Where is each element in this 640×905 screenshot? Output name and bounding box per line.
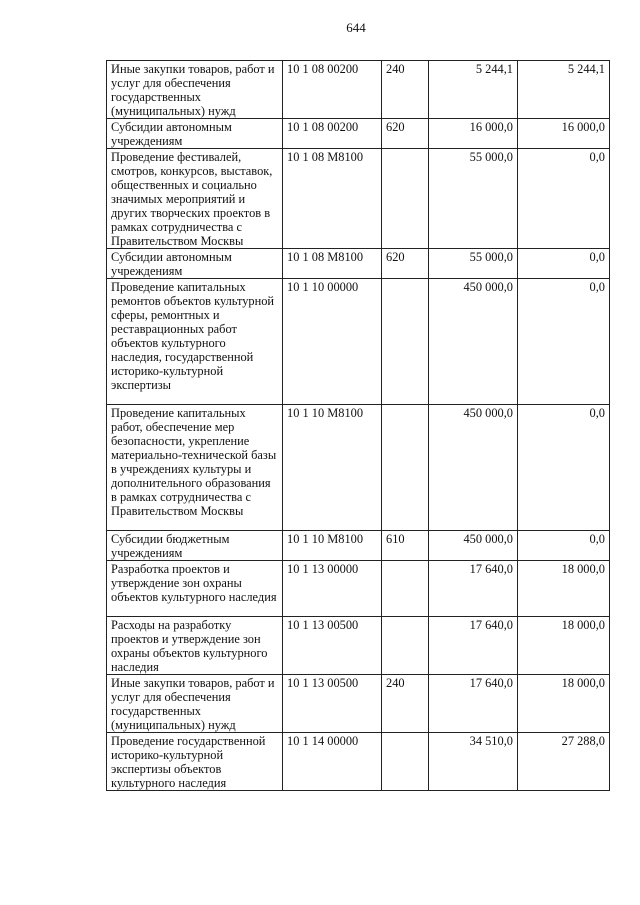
target-article-code-cell: 10 1 13 00000 [283,561,382,617]
expense-name-cell: Разработка проектов и утверждение зон охраны объектов культурного наследия [107,561,283,617]
target-article-code-cell: 10 1 10 М8100 [283,531,382,561]
expense-type-code-cell: 620 [382,249,429,279]
amount-year-2-cell: 18 000,0 [518,675,610,733]
expense-type-code-cell: 620 [382,119,429,149]
table-row [107,61,610,119]
expense-name-cell: Субсидии автономным учреждениям [107,249,283,279]
amount-year-2-cell: 18 000,0 [518,617,610,675]
expense-name-cell: Проведение капитальных работ, обеспечение мер безопасности, укрепление материально-технической базы в учреждениях культуры и дополнительного образования в рамках сотрудничества с Правительством Москвы [107,405,283,531]
target-article-code-cell: 10 1 08 М8100 [283,149,382,249]
expense-type-code-cell [382,405,429,531]
amount-year-2-cell: 0,0 [518,405,610,531]
amount-year-2-cell: 5 244,1 [518,61,610,119]
table-row [107,149,610,249]
expense-name-cell: Субсидии автономным учреждениям [107,119,283,149]
expense-name-cell: Субсидии бюджетным учреждениям [107,531,283,561]
target-article-code-cell: 10 1 08 00200 [283,61,382,119]
table-row [107,733,610,791]
table-row [107,531,610,561]
amount-year-2-cell: 27 288,0 [518,733,610,791]
expense-name-cell: Иные закупки товаров, работ и услуг для обеспечения государственных (муниципальных) нужд [107,61,283,119]
table-row [107,119,610,149]
table-row [107,675,610,733]
budget-table-body [107,61,610,791]
expense-name-cell: Проведение капитальных ремонтов объектов культурной сферы, ремонтных и реставрационных работ объектов культурного наследия, государственной историко-культурной экспертизы [107,279,283,405]
expense-type-code-cell [382,617,429,675]
target-article-code-cell: 10 1 13 00500 [283,617,382,675]
amount-year-1-cell: 55 000,0 [429,249,518,279]
amount-year-1-cell: 16 000,0 [429,119,518,149]
target-article-code-cell: 10 1 10 00000 [283,279,382,405]
table-row [107,405,610,531]
amount-year-1-cell: 17 640,0 [429,561,518,617]
expense-type-code-cell: 240 [382,675,429,733]
amount-year-1-cell: 450 000,0 [429,531,518,561]
amount-year-1-cell: 17 640,0 [429,675,518,733]
target-article-code-cell: 10 1 08 М8100 [283,249,382,279]
expense-name-cell: Проведение государственной историко-культурной экспертизы объектов культурного наследия [107,733,283,791]
page-number: 644 [346,20,366,35]
expense-type-code-cell: 240 [382,61,429,119]
amount-year-1-cell: 17 640,0 [429,617,518,675]
target-article-code-cell: 10 1 14 00000 [283,733,382,791]
target-article-code-cell: 10 1 13 00500 [283,675,382,733]
amount-year-1-cell: 34 510,0 [429,733,518,791]
amount-year-2-cell: 18 000,0 [518,561,610,617]
amount-year-2-cell: 0,0 [518,249,610,279]
expense-type-code-cell [382,279,429,405]
expense-name-cell: Расходы на разработку проектов и утверждение зон охраны объектов культурного наследия [107,617,283,675]
expense-type-code-cell [382,733,429,791]
target-article-code-cell: 10 1 08 00200 [283,119,382,149]
expense-type-code-cell [382,561,429,617]
target-article-code-cell: 10 1 10 М8100 [283,405,382,531]
table-row [107,249,610,279]
expense-name-cell: Проведение фестивалей, смотров, конкурсов, выставок, общественных и социально значимых мероприятий и других творческих проектов в рамках сотрудничества с Правительством Москвы [107,149,283,249]
amount-year-2-cell: 0,0 [518,531,610,561]
amount-year-1-cell: 450 000,0 [429,405,518,531]
amount-year-2-cell: 0,0 [518,279,610,405]
budget-table [106,60,610,791]
expense-type-code-cell: 610 [382,531,429,561]
expense-name-cell: Иные закупки товаров, работ и услуг для обеспечения государственных (муниципальных) нужд [107,675,283,733]
table-row [107,279,610,405]
amount-year-1-cell: 450 000,0 [429,279,518,405]
amount-year-2-cell: 16 000,0 [518,119,610,149]
table-row [107,617,610,675]
expense-type-code-cell [382,149,429,249]
table-row [107,561,610,617]
amount-year-1-cell: 5 244,1 [429,61,518,119]
amount-year-2-cell: 0,0 [518,149,610,249]
amount-year-1-cell: 55 000,0 [429,149,518,249]
